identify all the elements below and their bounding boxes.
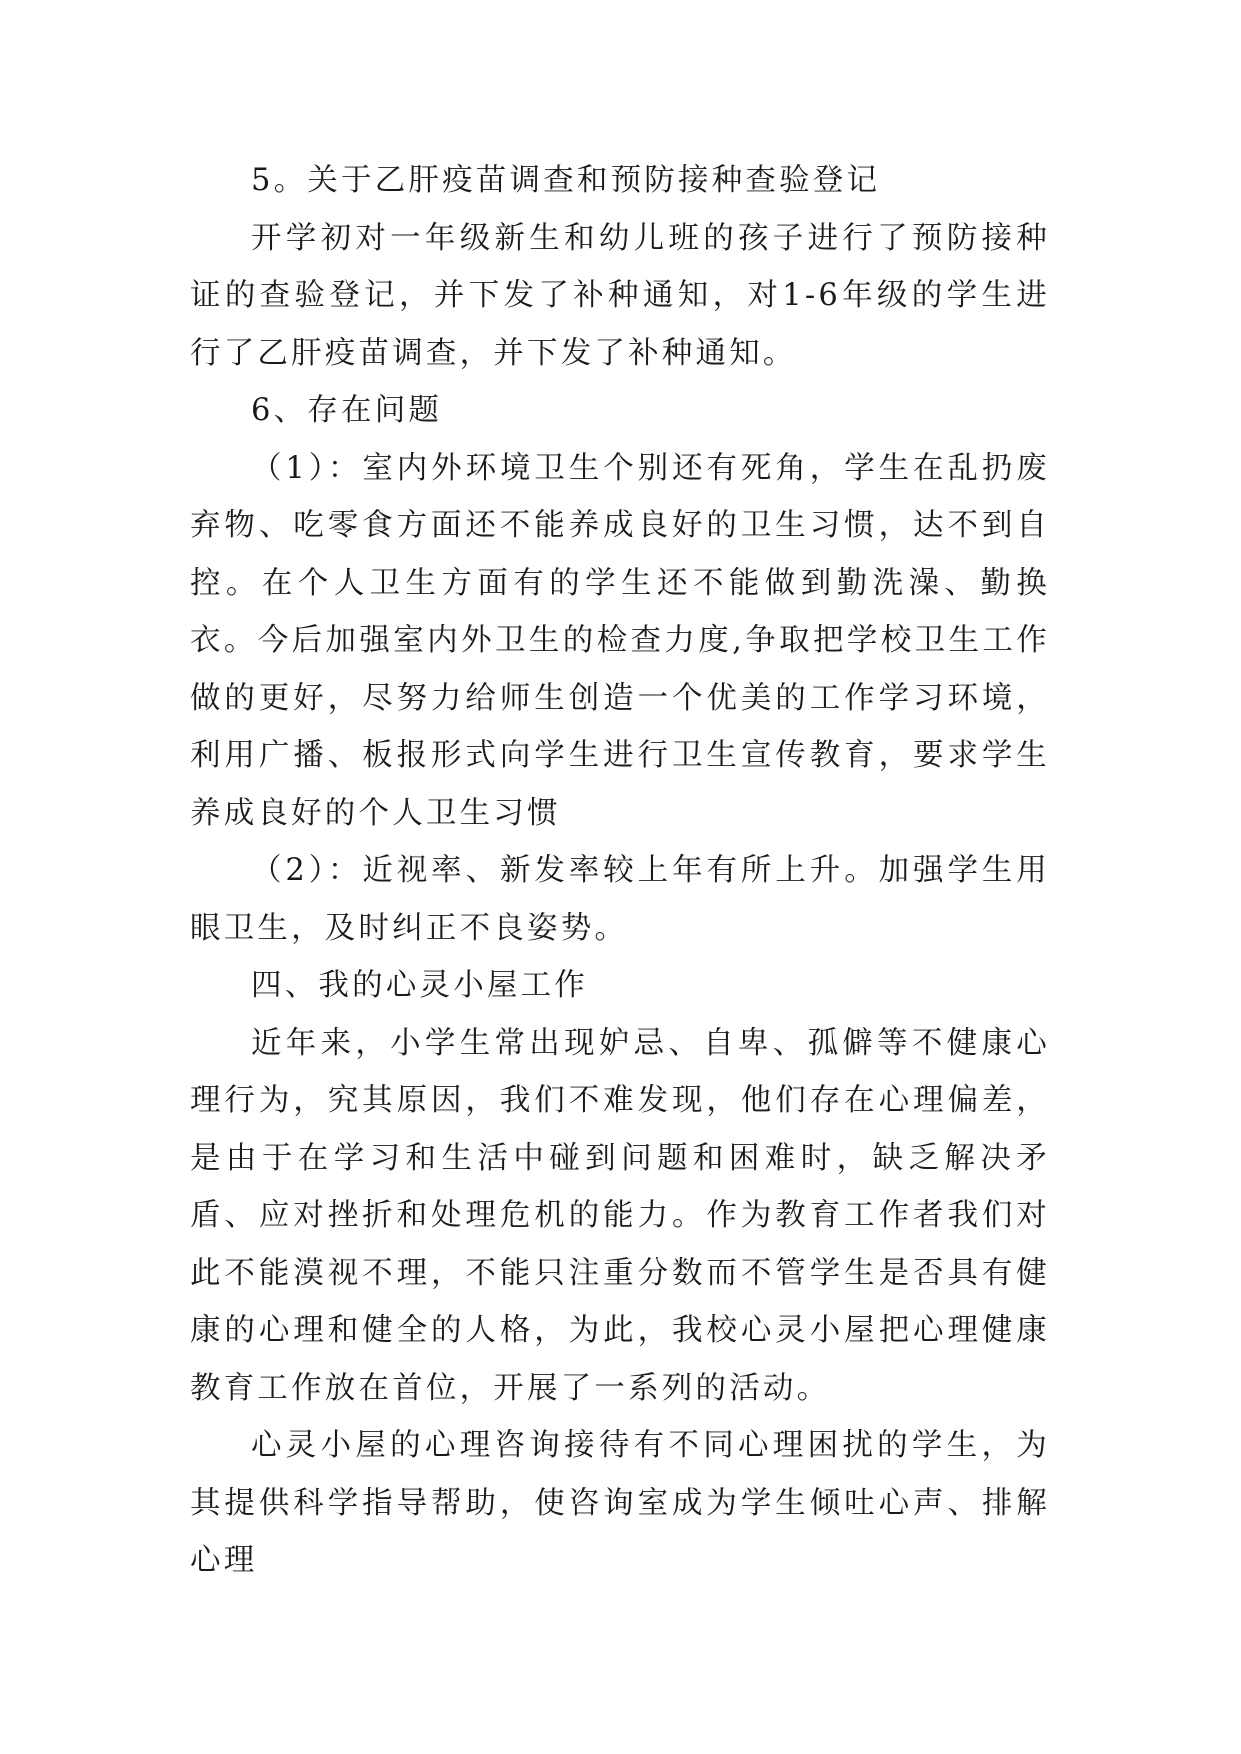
paragraph-mental-health-background: 近年来，小学生常出现妒忌、自卑、孤僻等不健康心理行为，究其原因，我们不难发现，他们存在心理偏差，是由于在学习和生活中碰到问题和困难时，缺乏解决矛盾、应对挫折和处理危机的能力。作为教育工作者我们对此不能漠视不理，不能只注重分数而不管学生是否具有健康的心理和健全的人格，为此，我校心灵小屋把心理健康教育工作放在首位，开展了一系列的活动。 xyxy=(190,1025,1050,1406)
paragraph-counseling: 心灵小屋的心理咨询接待有不同心理困扰的学生，为其提供科学指导帮助，使咨询室成为学生倾吐心声、排解心理 xyxy=(190,1428,1050,1578)
paragraph-vaccination-check: 开学初对一年级新生和幼儿班的孩子进行了预防接种证的查验登记，并下发了补种通知，对1-6年级的学生进行了乙肝疫苗调查，并下发了补种通知。 xyxy=(190,220,1050,371)
section-heading-hepatitis-b: 5。关于乙肝疫苗调查和预防接种查验登记 xyxy=(251,163,881,198)
paragraph-problem-2: （2）：近视率、新发率较上年有所上升。加强学生用眼卫生，及时纠正不良姿势。 xyxy=(190,853,1050,946)
section-heading-heart-room: 四、我的心灵小屋工作 xyxy=(251,968,588,1003)
section-heading-problems: 6、存在问题 xyxy=(251,393,443,428)
document-body xyxy=(190,152,1050,1590)
paragraph-problem-1: （1）：室内外环境卫生个别还有死角，学生在乱扔废弃物、吃零食方面还不能养成良好的卫生习惯，达不到自控。在个人卫生方面有的学生还不能做到勤洗澡、勤换衣。今后加强室内外卫生的检查力度,争取把学校卫生工作做的更好，尽努力给师生创造一个优美的工作学习环境，利用广播、板报形式向学生进行卫生宣传教育，要求学生养成良好的个人卫生习惯 xyxy=(190,450,1050,831)
